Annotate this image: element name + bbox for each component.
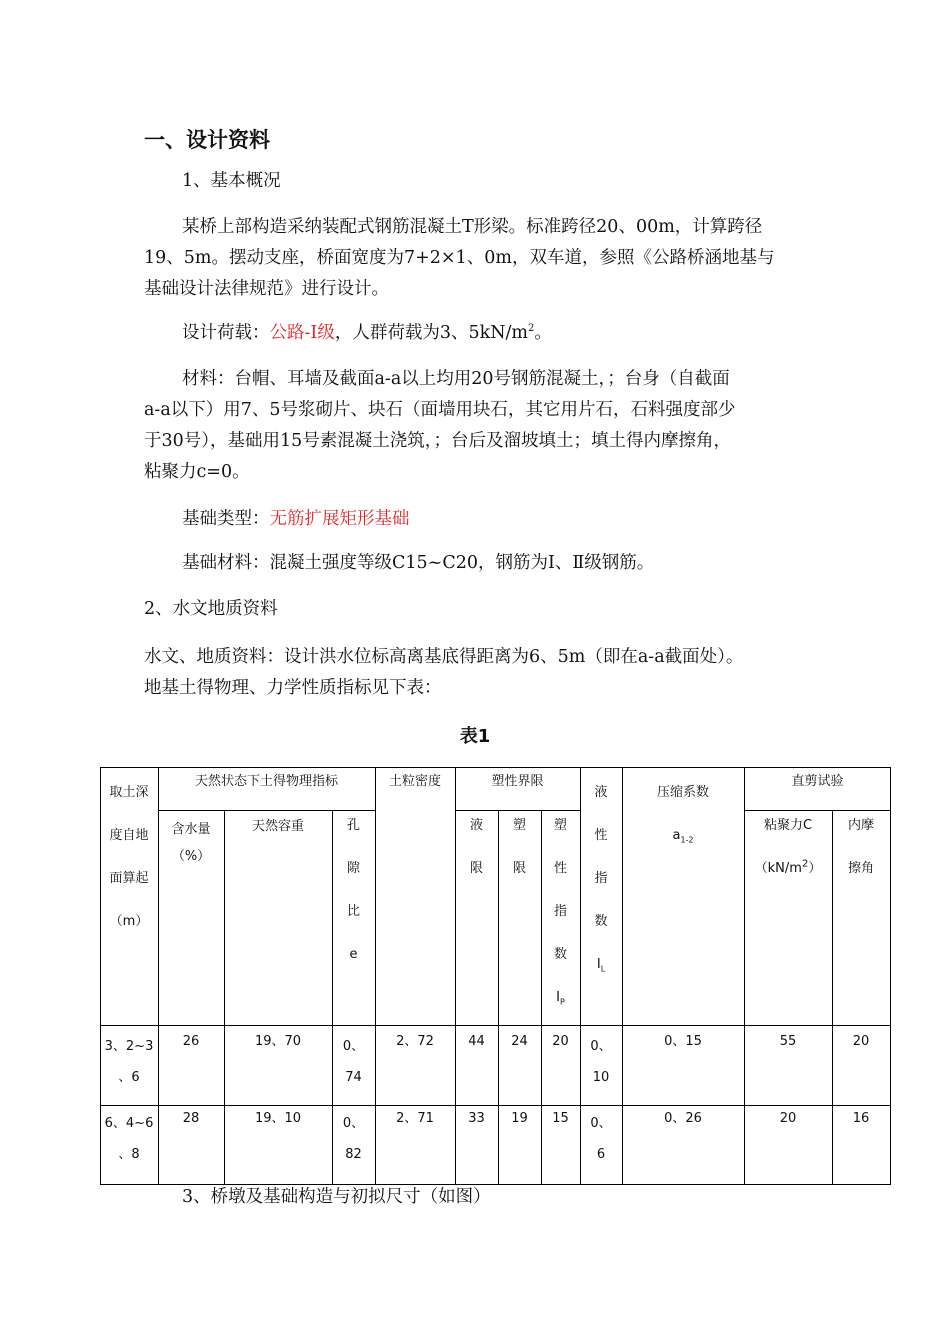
cell-compress: 0、15	[664, 1034, 702, 1049]
table-caption: 表1	[459, 726, 491, 747]
pi-sub: P	[560, 997, 565, 1007]
water-line: （%）	[171, 849, 211, 864]
pi-char: 数	[553, 947, 567, 962]
cell-density: 2、71	[396, 1111, 434, 1126]
depth-line: 、8	[118, 1147, 140, 1162]
cell-cohesion: 20	[779, 1111, 797, 1126]
depth-line: 、6	[118, 1070, 140, 1085]
header-cohesion	[744, 804, 832, 890]
cell-pi: 15	[552, 1111, 569, 1126]
header-unit-weight: 天然容重	[251, 819, 304, 834]
void-char: 隙	[346, 861, 360, 876]
friction-line: 内摩	[847, 818, 874, 833]
depth-line: 6、4~6	[104, 1116, 154, 1131]
header-water-content	[158, 816, 224, 870]
section-title: 一、设计资料	[144, 128, 270, 152]
water-line: 含水量	[171, 822, 211, 837]
foundation-material-line: 基础材料：混凝土强度等级C15~C20，钢筋为Ⅰ、Ⅱ级钢筋。	[182, 553, 655, 573]
foundation-type-label: 基础类型：	[182, 509, 270, 529]
void-line: 82	[345, 1147, 362, 1162]
header-depth	[100, 771, 158, 943]
li-line: 0、	[590, 1039, 612, 1054]
soil-properties-table	[100, 767, 891, 1185]
compress-sub: 1-2	[680, 835, 694, 845]
subsection-title-basic: 1、基本概况	[182, 171, 281, 191]
cell-depth	[100, 1031, 158, 1093]
header-shear: 直剪试验	[791, 774, 844, 789]
void-line: 74	[345, 1070, 362, 1085]
cell-pl: 19	[511, 1111, 528, 1126]
load-superscript: 2	[528, 323, 535, 335]
cell-li	[580, 1031, 622, 1093]
cell-friction: 20	[852, 1034, 870, 1049]
header-plastic-limits: 塑性界限	[491, 774, 544, 789]
cell-density: 2、72	[396, 1034, 434, 1049]
cell-compress: 0、26	[664, 1111, 702, 1126]
pi-char: 指	[553, 904, 567, 919]
design-load-line	[182, 318, 552, 349]
void-char: 比	[346, 904, 360, 919]
table-border	[100, 767, 891, 768]
cell-unit-weight: 19、10	[254, 1111, 302, 1126]
void-char: 孔	[346, 818, 360, 833]
header-compress-label: 压缩系数	[656, 785, 709, 800]
paragraph-line: 某桥上部构造采纳装配式钢筋混凝土T形梁。标准跨径20、00m，计算跨径	[182, 217, 763, 237]
pi-char: 性	[553, 861, 567, 876]
cohesion-unit-sup: 2	[801, 858, 809, 870]
friction-line: 擦角	[847, 861, 874, 876]
cell-li	[580, 1108, 622, 1170]
header-li-char: 指	[594, 871, 608, 886]
header-liquid-limit	[455, 804, 498, 890]
li-sub: L	[600, 964, 606, 974]
li-line: 10	[592, 1070, 610, 1085]
hydro-line: 地基土得物理、力学性质指标见下表：	[144, 678, 442, 698]
load-value: 公路-Ⅰ级	[269, 323, 335, 343]
header-depth-line: 取土深	[109, 785, 149, 800]
cell-void	[332, 1031, 375, 1093]
table-border	[100, 1025, 891, 1026]
depth-line: 3、2~3	[104, 1039, 154, 1054]
materials-line: 材料：台帽、耳墙及截面a-a以上均用20号钢筋混凝土，；台身（自截面	[182, 369, 730, 389]
cell-void	[332, 1108, 375, 1170]
pl-char: 限	[512, 861, 526, 876]
cell-friction: 16	[852, 1111, 870, 1126]
header-compress-symbol	[622, 814, 744, 857]
header-li-char: 液	[594, 785, 608, 800]
header-friction-angle	[832, 804, 890, 890]
header-depth-line: 面算起	[109, 871, 149, 886]
cell-pl: 24	[511, 1034, 528, 1049]
header-plasticity-index	[541, 804, 580, 1019]
cell-water: 26	[182, 1034, 200, 1049]
cell-water: 28	[182, 1111, 200, 1126]
header-liquidity-index	[580, 771, 622, 986]
cell-pi: 20	[552, 1034, 569, 1049]
load-label: 设计荷载：	[182, 323, 270, 343]
subsection-title-hydro: 2、水文地质资料	[144, 599, 278, 619]
ll-char: 液	[469, 818, 483, 833]
hydro-line: 水文、地质资料：设计洪水位标高离基底得距离为6、5m（即在a-a截面处）。	[144, 647, 744, 667]
paragraph-line: 基础设计法律规范》进行设计。	[144, 279, 389, 299]
header-plastic-limit	[498, 804, 541, 890]
header-compression	[622, 771, 744, 857]
header-li-char: 性	[594, 828, 608, 843]
header-pi-symbol	[541, 976, 580, 1019]
cell-ll: 44	[468, 1034, 485, 1049]
header-natural: 天然状态下土得物理指标	[194, 774, 338, 789]
void-char: e	[349, 947, 358, 962]
materials-line: 于30号），基础用15号素混凝土浇筑，；台后及溜坡填土；填土得内摩擦角，	[144, 431, 732, 451]
materials-line: a-a以下）用7、5号浆砌片、块石（面墙用块石，其它用片石，石料强度部少	[144, 400, 736, 420]
header-depth-line: 度自地	[109, 828, 149, 843]
table-border	[890, 767, 891, 1185]
cell-ll: 33	[468, 1111, 485, 1126]
cell-unit-weight: 19、70	[254, 1034, 302, 1049]
cohesion-unit-end: ）	[808, 861, 822, 876]
materials-line: 粘聚力c=0。	[144, 462, 250, 482]
compress-sym: a	[672, 828, 681, 843]
void-line: 0、	[342, 1039, 365, 1054]
cohesion-unit	[744, 847, 832, 890]
li-line: 0、	[590, 1116, 612, 1131]
table-border	[100, 1105, 891, 1106]
header-void-ratio	[332, 804, 375, 976]
subsection-title-structure: 3、桥墩及基础构造与初拟尺寸（如图）	[182, 1187, 491, 1207]
header-li-char: 数	[594, 914, 608, 929]
pl-char: 塑	[512, 818, 526, 833]
pi-sym: I	[556, 990, 560, 1005]
header-li-symbol	[580, 943, 622, 986]
cohesion-label: 粘聚力C	[763, 818, 813, 833]
cell-cohesion: 55	[779, 1034, 797, 1049]
li-sym: I	[596, 957, 601, 972]
load-end: 。	[534, 323, 552, 343]
void-line: 0、	[342, 1116, 365, 1131]
paragraph-line: 19、5m。摆动支座，桥面宽度为7+2×1、0m，双车道，参照《公路桥涵地基与	[144, 248, 775, 268]
cell-depth	[100, 1108, 158, 1170]
load-rest: ，人群荷载为3、5kN/m	[334, 323, 529, 343]
foundation-type-line	[182, 504, 410, 535]
header-depth-line: （m）	[109, 914, 149, 929]
foundation-type-value: 无筋扩展矩形基础	[269, 509, 410, 529]
li-line: 6	[596, 1147, 606, 1162]
ll-char: 限	[469, 861, 483, 876]
pi-char: 塑	[553, 818, 567, 833]
header-density: 土粒密度	[388, 774, 441, 789]
cohesion-unit-text: （kN/m	[754, 861, 802, 876]
